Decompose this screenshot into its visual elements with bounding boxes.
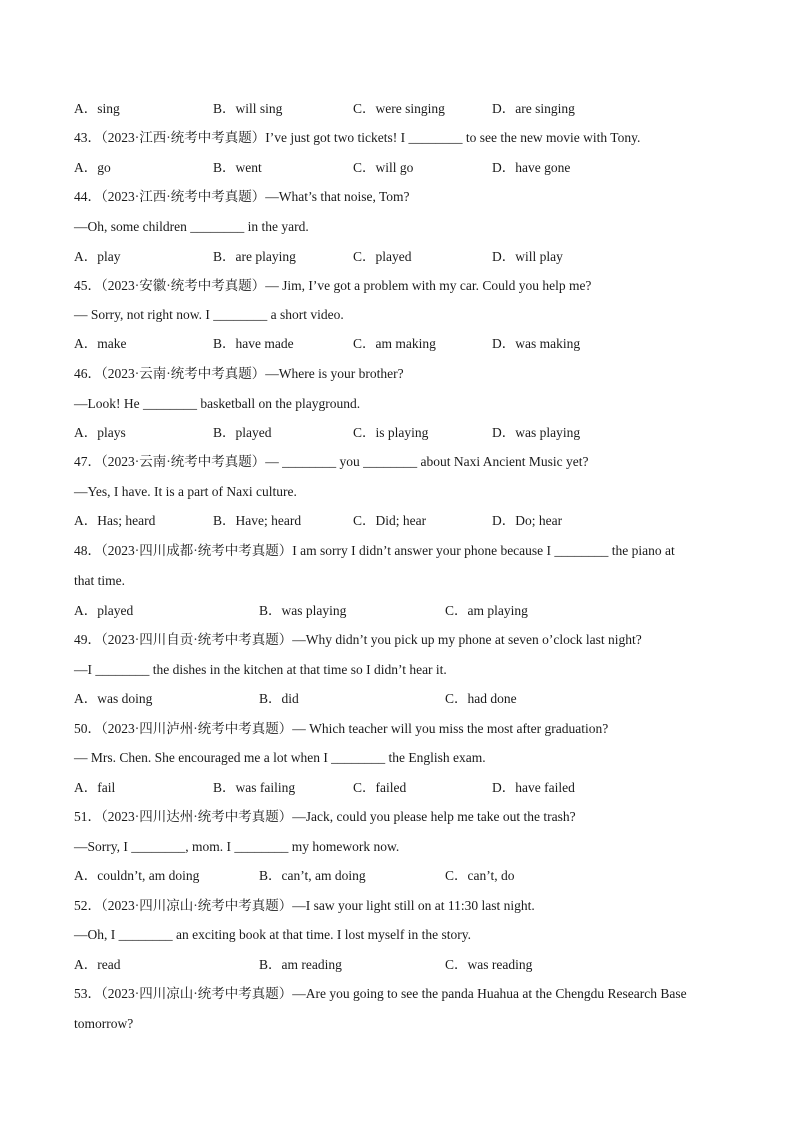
answer-option: A．was doing (74, 691, 153, 706)
answer-option: D．was playing (492, 425, 581, 440)
answer-option: A．played (74, 603, 134, 618)
answer-option: B．can’t, am doing (259, 868, 366, 883)
answer-option: C．can’t, do (445, 868, 515, 883)
answer-option: B．was failing (213, 780, 296, 795)
question-line: —Oh, I ________ an exciting book at that time. I lost myself in the story. (74, 927, 471, 942)
answer-option: A．couldn’t, am doing (74, 868, 200, 883)
answer-option: C．failed (353, 780, 407, 795)
answer-option: B．will sing (213, 101, 283, 116)
question-line: —I ________ the dishes in the kitchen at that time so I didn’t hear it. (74, 662, 447, 677)
answer-option: D．Do; hear (492, 513, 563, 528)
question-line: 53．（2023·四川凉山·统考中考真题）—Are you going to see the panda Huahua at the Chengdu Research Base (74, 986, 687, 1001)
question-line: 49．（2023·四川自贡·统考中考真题）—Why didn’t you pick up my phone at seven o’clock last night? (74, 632, 642, 647)
question-line: — Mrs. Chen. She encouraged me a lot when I ________ the English exam. (74, 750, 486, 765)
question-line: 45．（2023·安徽·统考中考真题）— Jim, I’ve got a problem with my car. Could you help me? (74, 278, 592, 293)
answer-option: A．Has; heard (74, 513, 156, 528)
answer-option: C．am playing (445, 603, 528, 618)
answer-option: C．am making (353, 336, 436, 351)
question-line: that time. (74, 573, 125, 588)
answer-option: A．fail (74, 780, 116, 795)
answer-option: A．make (74, 336, 127, 351)
answer-option: B．Have; heard (213, 513, 302, 528)
question-line: 51．（2023·四川达州·统考中考真题）—Jack, could you please help me take out the trash? (74, 809, 576, 824)
answer-option: C．had done (445, 691, 517, 706)
answer-option: C．Did; hear (353, 513, 427, 528)
question-line: tomorrow? (74, 1016, 134, 1031)
question-line: 48．（2023·四川成都·统考中考真题）I am sorry I didn’t answer your phone because I ________ the piano at (74, 543, 675, 558)
answer-option: A．play (74, 249, 121, 264)
question-line: —Yes, I have. It is a part of Naxi culture. (74, 484, 297, 499)
answer-option: C．were singing (353, 101, 445, 116)
answer-option: A．sing (74, 101, 120, 116)
answer-option: B．are playing (213, 249, 296, 264)
answer-option: D．have failed (492, 780, 575, 795)
question-line: —Sorry, I ________, mom. I ________ my homework now. (74, 839, 400, 854)
answer-option: A．go (74, 160, 111, 175)
question-line: 47．（2023·云南·统考中考真题）— ________ you ________ about Naxi Ancient Music yet? (74, 454, 589, 469)
answer-option: D．was making (492, 336, 581, 351)
answer-option: C．played (353, 249, 412, 264)
answer-option: B．am reading (259, 957, 342, 972)
answer-option: C．will go (353, 160, 414, 175)
question-line: —Look! He ________ basketball on the playground. (74, 396, 361, 411)
answer-option: D．are singing (492, 101, 575, 116)
question-line: 43．（2023·江西·统考中考真题）I’ve just got two tickets! I ________ to see the new movie with Tony. (74, 130, 641, 145)
answer-option: D．have gone (492, 160, 571, 175)
answer-option: A．plays (74, 425, 126, 440)
question-line: 50．（2023·四川泸州·统考中考真题）— Which teacher will you miss the most after graduation? (74, 721, 609, 736)
question-line: — Sorry, not right now. I ________ a short video. (74, 307, 344, 322)
answer-option: B．was playing (259, 603, 347, 618)
answer-option: D．will play (492, 249, 563, 264)
answer-option: B．went (213, 160, 262, 175)
answer-option: B．played (213, 425, 272, 440)
answer-option: C．is playing (353, 425, 429, 440)
question-line: 44．（2023·江西·统考中考真题）—What’s that noise, Tom? (74, 189, 410, 204)
question-line: —Oh, some children ________ in the yard. (74, 219, 309, 234)
answer-option: B．have made (213, 336, 294, 351)
answer-option: A．read (74, 957, 121, 972)
question-line: 52．（2023·四川凉山·统考中考真题）—I saw your light still on at 11:30 last night. (74, 898, 535, 913)
answer-option: C．was reading (445, 957, 533, 972)
answer-option: B．did (259, 691, 299, 706)
question-line: 46．（2023·云南·统考中考真题）—Where is your brother? (74, 366, 404, 381)
